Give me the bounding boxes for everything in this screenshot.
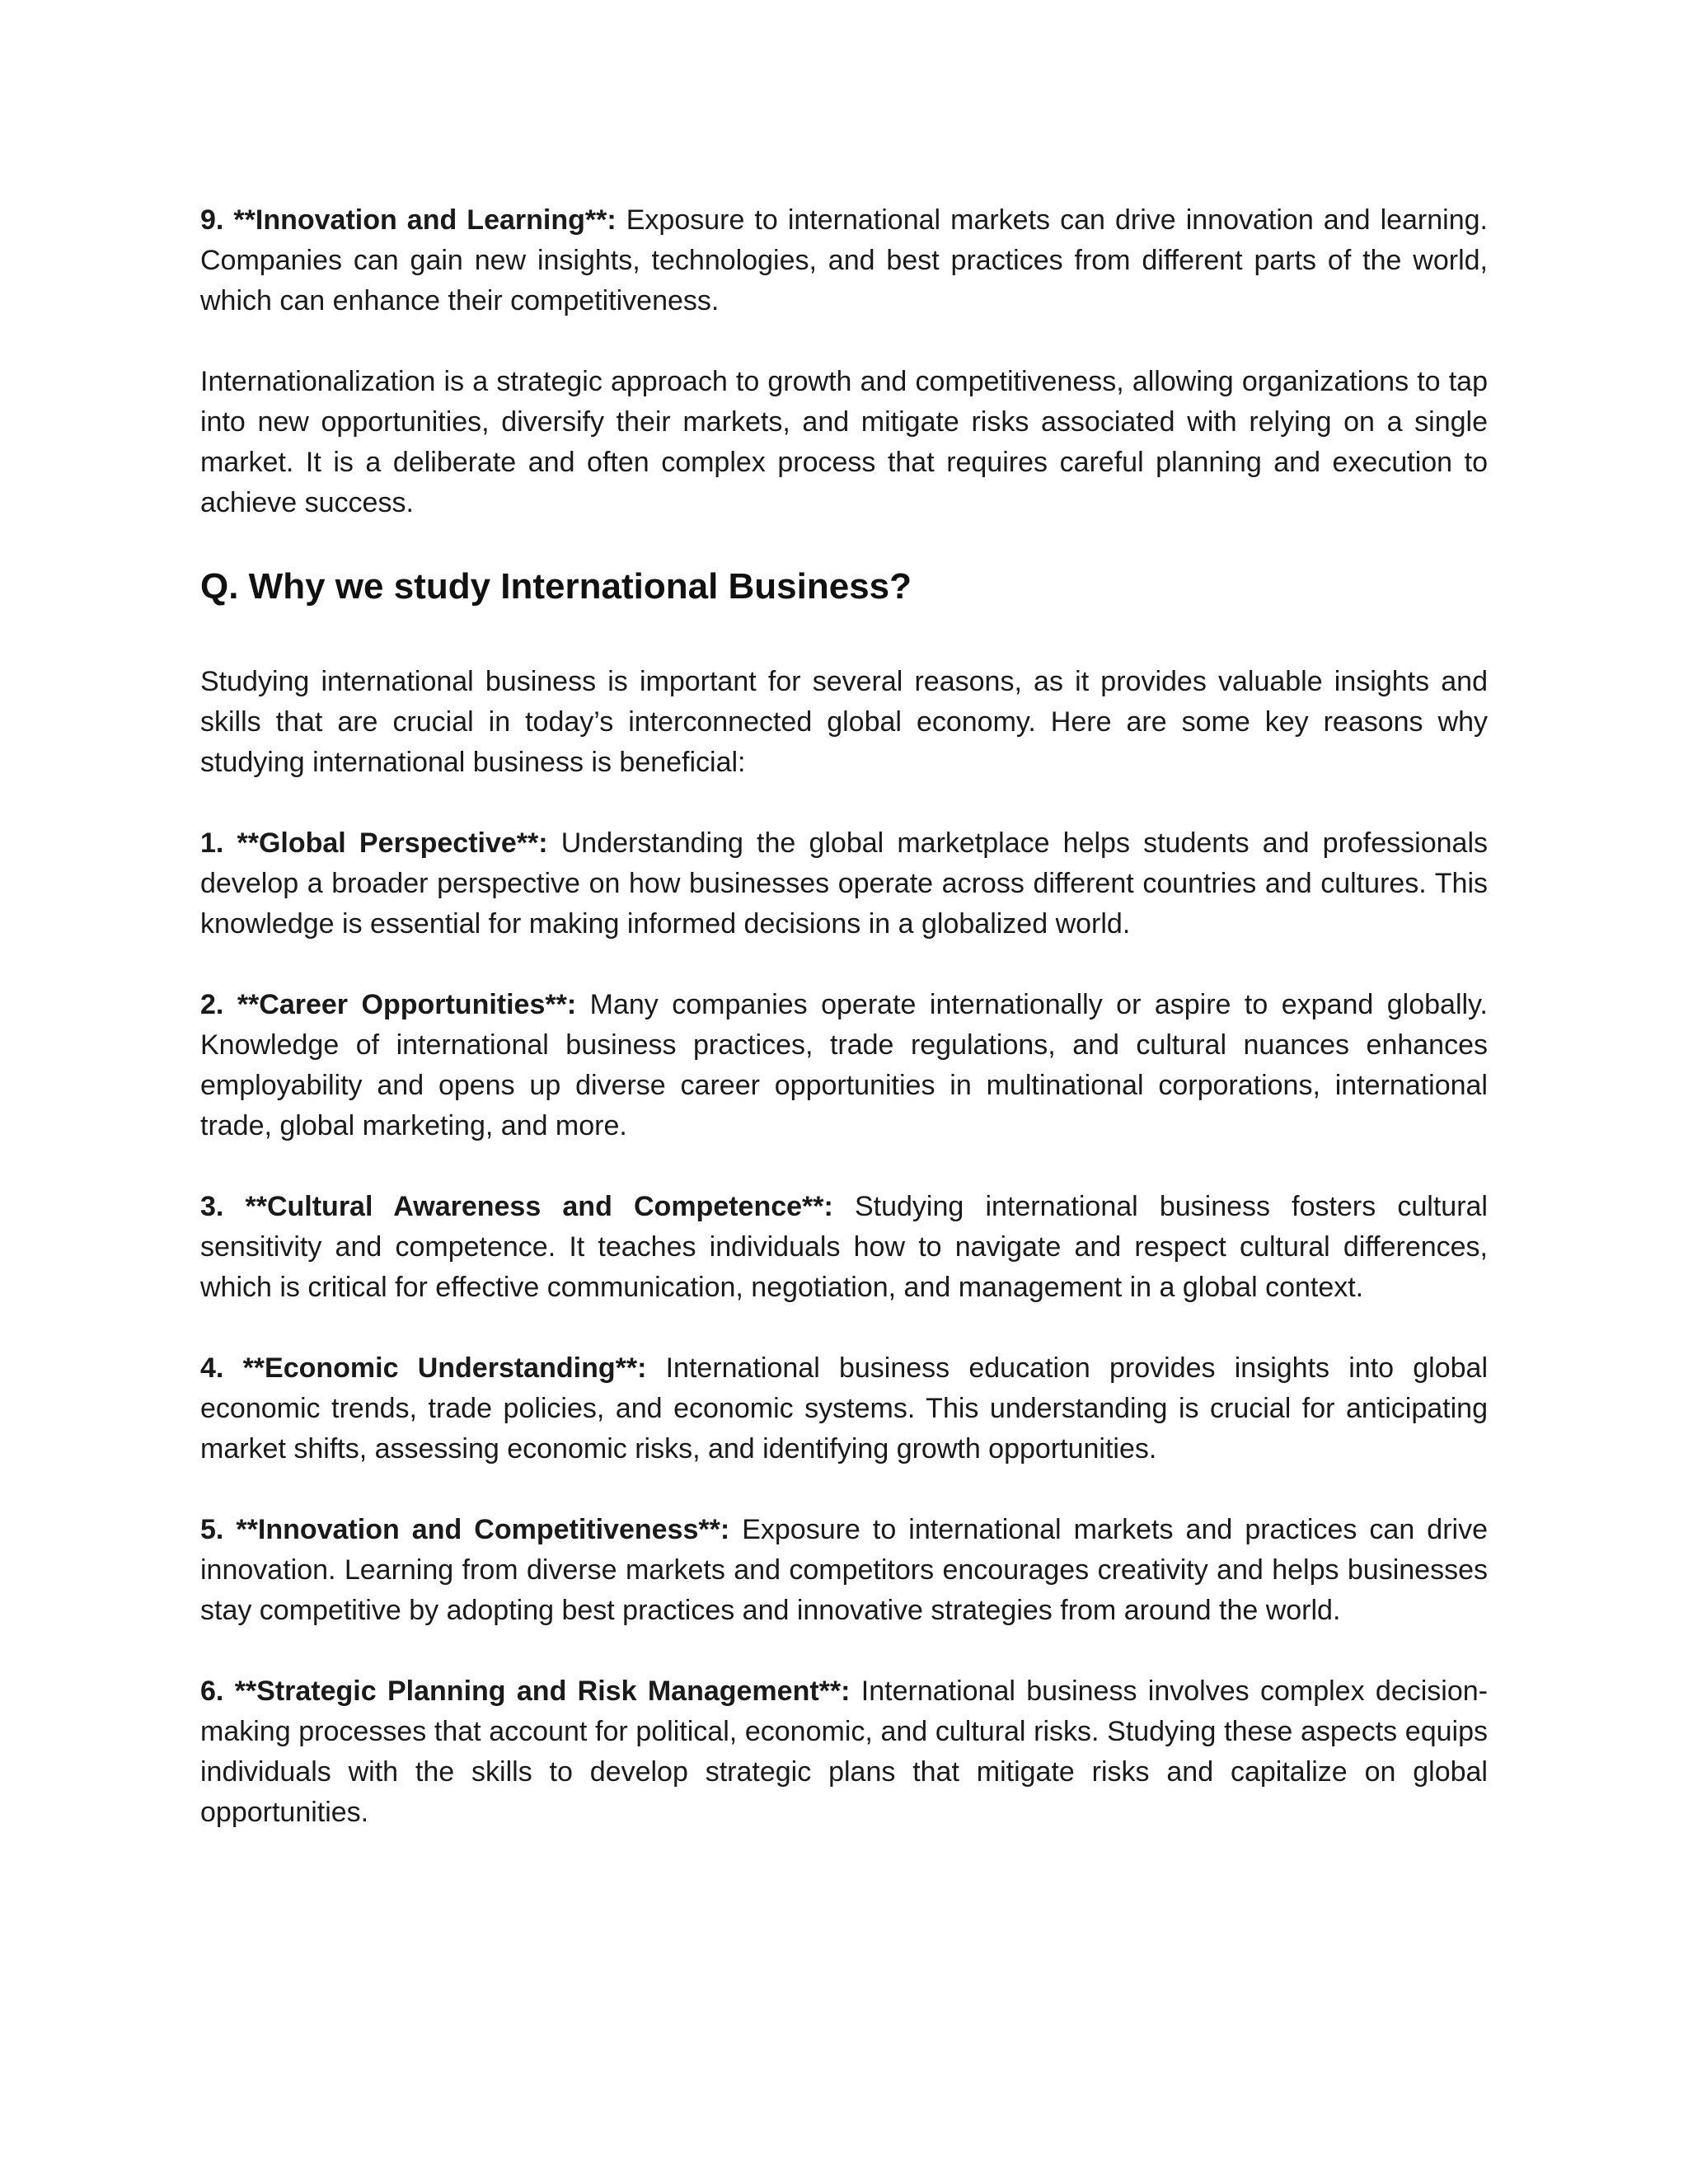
list-item-global-perspective xyxy=(200,823,1488,944)
item-text: Understanding the global marketplace helps students and professionals develop a broader perspective on how businesses operate across different countries and cultures. This knowledge is essential for making informed decisions in a globalized world. xyxy=(200,827,1488,940)
item-text: Exposure to international markets can drive innovation and learning. Companies can gain new insights, technologies, and best practices from different parts of the world, which can enhance their competitiveness. xyxy=(200,204,1488,316)
item-text: Exposure to international markets and practices can drive innovation. Learning from diverse markets and competitors encourages creativity and helps businesses stay competitive by adopting best practices and innovative strategies from around the world. xyxy=(200,1514,1488,1626)
item-lead: 6. **Strategic Planning and Risk Management**: xyxy=(200,1675,851,1707)
item-lead: 9. **Innovation and Learning**: xyxy=(200,204,617,236)
section-heading: Q. Why we study International Business? xyxy=(200,566,912,607)
item-lead: 4. **Economic Understanding**: xyxy=(200,1352,647,1384)
item-lead: 5. **Innovation and Competitiveness**: xyxy=(200,1514,730,1545)
item-text: International business involves complex decision-making processes that account for political, economic, and cultural risks. Studying these aspects equips individuals with the skills to develop strategic plans that mitigate risks and capitalize on global opportunities. xyxy=(200,1675,1488,1828)
item-lead: 3. **Cultural Awareness and Competence**: xyxy=(200,1191,833,1222)
item-lead: 2. **Career Opportunities**: xyxy=(200,989,577,1020)
paragraph-internationalization: Internationalization is a strategic approach to growth and competitiveness, allowing organizations to tap into new opportunities, diversify their markets, and mitigate risks associated with relying on a single market. It is a deliberate and often complex process that requires careful planning and execution to achieve success. xyxy=(200,366,1488,518)
list-item-cultural-awareness xyxy=(200,1187,1488,1308)
paragraph-intro: Studying international business is important for several reasons, as it provides valuable insights and skills that are crucial in today’s interconnected global economy. Here are some key reasons why studying international business is beneficial: xyxy=(200,666,1488,778)
list-item-innovation-learning xyxy=(200,200,1488,321)
item-text: Many companies operate internationally or aspire to expand globally. Knowledge of international business practices, trade regulations, and cultural nuances enhances employability and opens up diverse career opportunities in multinational corporations, international trade, global marketing, and more. xyxy=(200,989,1488,1141)
item-text: International business education provides insights into global economic trends, trade policies, and economic systems. This understanding is crucial for anticipating market shifts, assessing economic risks, and identifying growth opportunities. xyxy=(200,1352,1489,1465)
list-item-economic-understanding xyxy=(200,1348,1488,1469)
item-lead: 1. **Global Perspective**: xyxy=(200,827,548,859)
list-item-innovation-competitiveness xyxy=(200,1510,1488,1631)
item-text: Studying international business fosters cultural sensitivity and competence. It teaches individuals how to navigate and respect cultural differences, which is critical for effective communication, negotiation, and management in a global context. xyxy=(200,1191,1488,1303)
document-page xyxy=(200,200,1488,1873)
list-item-career-opportunities xyxy=(200,985,1488,1146)
list-item-strategic-planning xyxy=(200,1671,1488,1833)
